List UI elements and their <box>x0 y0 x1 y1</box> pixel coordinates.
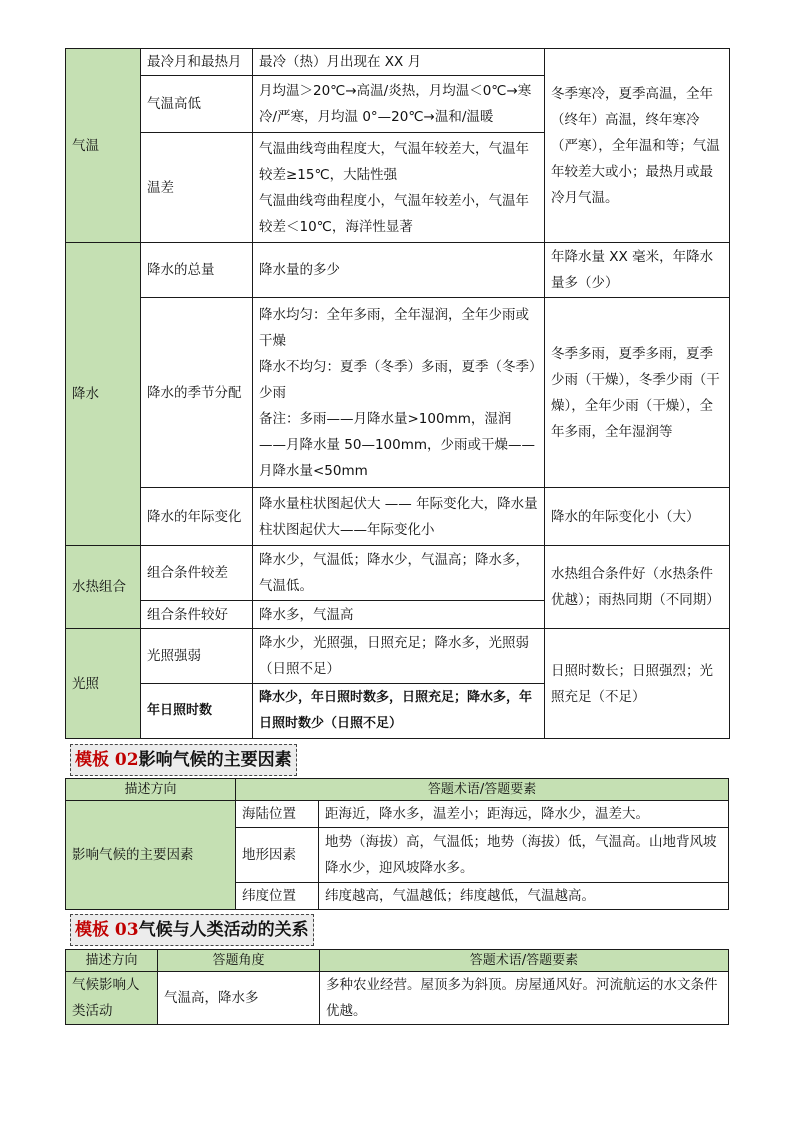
template-title-text: 影响气候的主要因素 <box>138 750 292 770</box>
desc-cell: 月均温＞20℃→高温/炎热，月均温＜0℃→寒冷/严寒，月均温 0°—20℃→温和/温暖 <box>253 76 545 133</box>
terms-cell: 距海近，降水多，温差小；距海远，降水少，温差大。 <box>319 801 729 828</box>
aspect-cell: 降水的年际变化 <box>141 488 253 546</box>
desc-line: 气温曲线弯曲程度小，气温年较差小，气温年较差＜10℃，海洋性显著 <box>259 192 529 235</box>
header-terms: 答题术语/答题要素 <box>236 779 729 801</box>
aspect-cell: 光照强弱 <box>141 629 253 684</box>
desc-line: 气温曲线弯曲程度大，气温年较差大，气温年较差≥15℃，大陆性强 <box>259 140 529 183</box>
aspect-cell: 温差 <box>141 133 253 243</box>
desc-line: 降水不均匀：夏季（冬季）多雨，夏季（冬季）少雨 <box>259 358 536 401</box>
aspect-cell: 气温高低 <box>141 76 253 133</box>
climate-characteristics-table <box>65 48 730 739</box>
category-sunlight: 光照 <box>66 629 141 739</box>
desc-cell: 降水少，气温低；降水少，气温高；降水多，气温低。 <box>253 546 545 601</box>
angle-cell: 气温高，降水多 <box>158 972 320 1025</box>
category-temperature: 气温 <box>66 49 141 243</box>
desc-cell: 最冷（热）月出现在 XX 月 <box>253 49 545 76</box>
desc-cell: 降水多，气温高 <box>253 601 545 629</box>
header-terms: 答题术语/答题要素 <box>320 950 729 972</box>
answer-cell: 冬季多雨，夏季多雨，夏季少雨（干燥），冬季少雨（干燥），全年少雨（干燥），全年多雨，全年湿润等 <box>545 298 730 488</box>
aspect-cell: 降水的季节分配 <box>141 298 253 488</box>
answer-cell: 年降水量 XX 毫米，年降水量多（少） <box>545 243 730 298</box>
angle-cell: 地形因素 <box>236 828 319 883</box>
answer-cell: 冬季寒冷，夏季高温，全年（终年）高温，终年寒冷（严寒），全年温和等；气温年较差大或小；最热月或最冷月气温。 <box>545 49 730 243</box>
header-direction: 描述方向 <box>66 950 158 972</box>
desc-cell: 降水少，光照强，日照充足；降水多，光照弱（日照不足） <box>253 629 545 684</box>
terms-cell: 地势（海拔）高，气温低；地势（海拔）低，气温高。山地背风坡降水少，迎风坡降水多。 <box>319 828 729 883</box>
aspect-cell: 降水的总量 <box>141 243 253 298</box>
angle-cell: 纬度位置 <box>236 883 319 910</box>
template-tag: 模板 02 <box>75 750 139 770</box>
direction-cell: 影响气候的主要因素 <box>66 801 236 910</box>
direction-cell: 气候影响人类活动 <box>66 972 158 1025</box>
template-02-title <box>70 744 297 776</box>
aspect-cell: 年日照时数 <box>141 684 253 739</box>
answer-cell: 日照时数长；日照强烈；光照充足（不足） <box>545 629 730 739</box>
aspect-cell: 最冷月和最热月 <box>141 49 253 76</box>
climate-factors-table <box>65 778 729 910</box>
header-angle: 答题角度 <box>158 950 320 972</box>
desc-line: 降水均匀：全年多雨，全年湿润，全年少雨或干燥 <box>259 306 529 349</box>
climate-human-activity-table <box>65 949 729 1025</box>
answer-cell: 降水的年际变化小（大） <box>545 488 730 546</box>
desc-cell <box>253 298 545 488</box>
angle-cell: 海陆位置 <box>236 801 319 828</box>
terms-cell: 多种农业经营。屋顶多为斜顶。房屋通风好。河流航运的水文条件优越。 <box>320 972 729 1025</box>
category-water-heat: 水热组合 <box>66 546 141 629</box>
aspect-cell: 组合条件较差 <box>141 546 253 601</box>
desc-cell: 降水量柱状图起伏大 —— 年际变化大，降水量柱状图起伏大——年际变化小 <box>253 488 545 546</box>
category-precipitation: 降水 <box>66 243 141 546</box>
template-title-text: 气候与人类活动的关系 <box>138 920 309 940</box>
aspect-cell: 组合条件较好 <box>141 601 253 629</box>
desc-cell <box>253 133 545 243</box>
desc-cell: 降水量的多少 <box>253 243 545 298</box>
desc-cell: 降水少，年日照时数多，日照充足；降水多，年日照时数少（日照不足） <box>253 684 545 739</box>
desc-line: 备注：多雨——月降水量>100mm，湿润——月降水量 50—100mm，少雨或干燥——月降水量<50mm <box>259 410 536 479</box>
template-tag: 模板 03 <box>75 920 139 940</box>
terms-cell: 纬度越高，气温越低；纬度越低，气温越高。 <box>319 883 729 910</box>
template-03-title <box>70 914 314 946</box>
header-direction: 描述方向 <box>66 779 236 801</box>
answer-cell: 水热组合条件好（水热条件优越）；雨热同期（不同期） <box>545 546 730 629</box>
